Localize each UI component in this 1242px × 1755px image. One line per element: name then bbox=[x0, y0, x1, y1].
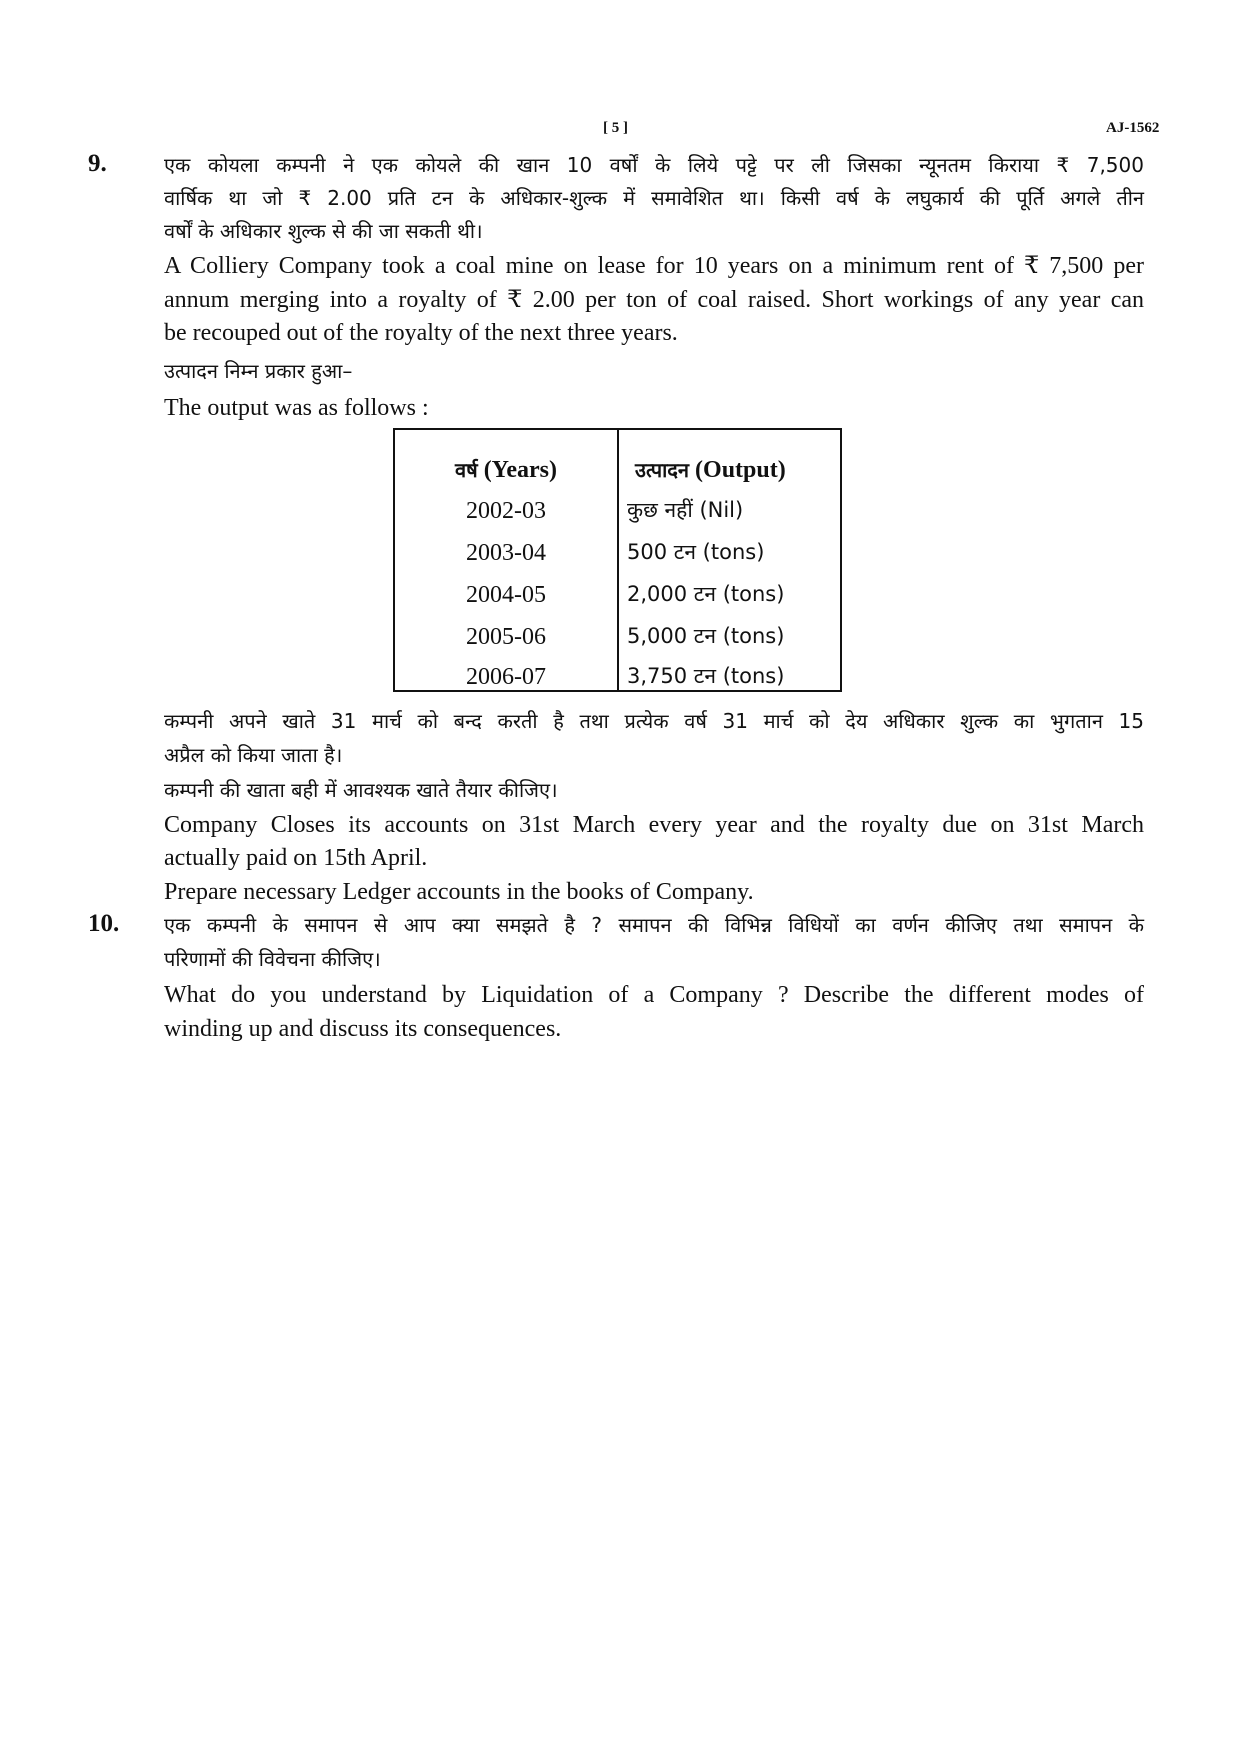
year-cell: 2004-05 bbox=[466, 582, 546, 608]
output-table bbox=[393, 428, 842, 692]
output-intro-hindi: उत्पादन निम्न प्रकार हुआ– bbox=[164, 359, 353, 383]
year-cell: 2003-04 bbox=[466, 540, 546, 566]
paper-code: AJ-1562 bbox=[1106, 120, 1160, 136]
q9-closing-hindi-line-3: कम्पनी की खाता बही में आवश्यक खाते तैयार कीजिए। bbox=[164, 778, 558, 802]
q9-english-line-2: annum merging into a royalty of ₹ 2.00 per ton of coal raised. Short workings of any year can bbox=[164, 287, 1144, 313]
output-cell: 2,000 टन (tons) bbox=[627, 582, 785, 606]
q9-closing-english-line-1: Company Closes its accounts on 31st March every year and the royalty due on 31st March bbox=[164, 812, 1144, 838]
q9-closing-english-line-2: actually paid on 15th April. bbox=[164, 845, 428, 871]
header-output-hindi: उत्पादन bbox=[635, 458, 690, 482]
output-cell: 500 टन (tons) bbox=[627, 540, 765, 564]
table-column-divider bbox=[617, 430, 619, 690]
q9-closing-hindi-line-2: अप्रैल को किया जाता है। bbox=[164, 743, 343, 767]
header-years-hindi: वर्ष bbox=[455, 458, 478, 482]
q9-closing-hindi-line-1: कम्पनी अपने खाते 31 मार्च को बन्द करती है तथा प्रत्येक वर्ष 31 मार्च को देय अधिकार शुल्क का भुगतान 15 bbox=[164, 709, 1144, 733]
q10-hindi-line-2: परिणामों की विवेचना कीजिए। bbox=[164, 947, 381, 971]
output-cell: 5,000 टन (tons) bbox=[627, 624, 785, 648]
q9-english-line-3: be recouped out of the royalty of the next three years. bbox=[164, 320, 678, 346]
q9-closing-english-line-3: Prepare necessary Ledger accounts in the books of Company. bbox=[164, 879, 754, 905]
q10-hindi-line-1: एक कम्पनी के समापन से आप क्या समझते है ? समापन की विभिन्न विधियों का वर्णन कीजिए तथा समापन के bbox=[164, 913, 1144, 937]
year-cell: 2005-06 bbox=[466, 624, 546, 650]
year-cell: 2006-07 bbox=[466, 664, 546, 690]
page-number: [ 5 ] bbox=[603, 120, 628, 136]
q10-english-line-1: What do you understand by Liquidation of a Company ? Describe the different modes of bbox=[164, 982, 1144, 1008]
q9-hindi-line-1: एक कोयला कम्पनी ने एक कोयले की खान 10 वर्षों के लिये पट्टे पर ली जिसका न्यूनतम किराया ₹ 7,500 bbox=[164, 153, 1144, 177]
year-cell: 2002-03 bbox=[466, 498, 546, 524]
output-intro-english: The output was as follows : bbox=[164, 395, 429, 421]
output-cell: 3,750 टन (tons) bbox=[627, 664, 785, 688]
q9-hindi-line-3: वर्षों के अधिकार शुल्क से की जा सकती थी। bbox=[164, 219, 483, 243]
table-header-output bbox=[635, 456, 786, 484]
header-output-english: (Output) bbox=[695, 457, 786, 483]
q9-english-line-1: A Colliery Company took a coal mine on lease for 10 years on a minimum rent of ₹ 7,500 per bbox=[164, 253, 1144, 279]
header-years-english: (Years) bbox=[483, 457, 557, 483]
q9-hindi-line-2: वार्षिक था जो ₹ 2.00 प्रति टन के अधिकार-शुल्क में समावेशित था। किसी वर्ष के लघुकार्य की पूर्ति अगले तीन bbox=[164, 186, 1144, 210]
output-cell: कुछ नहीं (Nil) bbox=[627, 498, 744, 522]
question-9-number: 9. bbox=[88, 150, 107, 177]
question-10-number: 10. bbox=[88, 910, 120, 937]
table-header-years bbox=[395, 456, 617, 484]
q10-english-line-2: winding up and discuss its consequences. bbox=[164, 1016, 562, 1042]
